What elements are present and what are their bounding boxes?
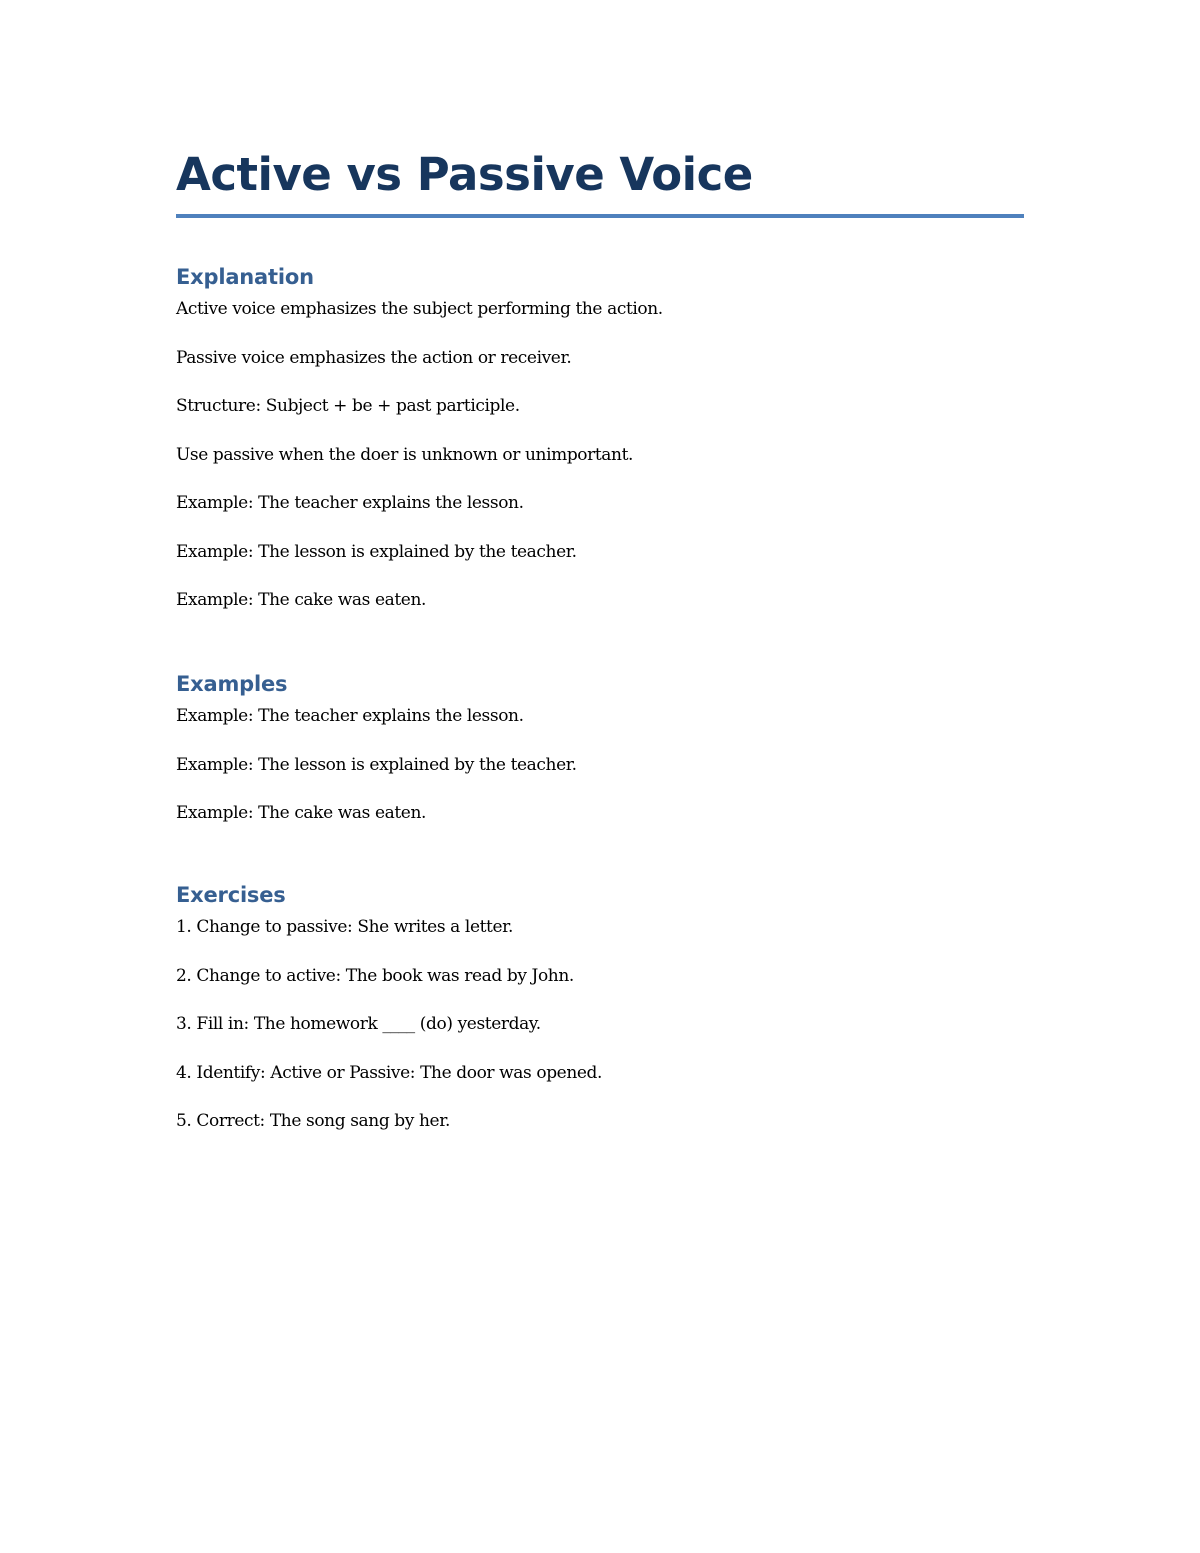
exercise-item: 3. Fill in: The homework ____ (do) yesterday. bbox=[176, 1014, 541, 1034]
exercise-item: 1. Change to passive: She writes a letter. bbox=[176, 917, 513, 937]
section-heading-exercises: Exercises bbox=[176, 883, 286, 907]
exercise-list bbox=[176, 915, 602, 1133]
exercise-item: 2. Change to active: The book was read by John. bbox=[176, 965, 574, 986]
page-title: Active vs Passive Voice bbox=[176, 148, 753, 201]
paragraph-list bbox=[176, 297, 663, 612]
document-page bbox=[176, 140, 1024, 1131]
section-examples bbox=[176, 670, 577, 825]
section-heading-examples: Examples bbox=[176, 672, 288, 696]
title-underline-rule bbox=[176, 214, 1024, 218]
paragraph: Example: The lesson is explained by the teacher. bbox=[176, 754, 577, 775]
paragraph: Example: The cake was eaten. bbox=[176, 803, 426, 823]
paragraph: Example: The lesson is explained by the teacher. bbox=[176, 541, 577, 562]
section-exercises bbox=[176, 881, 602, 1133]
exercise-item: 4. Identify: Active or Passive: The door was opened. bbox=[176, 1062, 603, 1083]
section-heading-explanation: Explanation bbox=[176, 265, 314, 289]
paragraph: Passive voice emphasizes the action or receiver. bbox=[176, 347, 572, 368]
paragraph: Structure: Subject + be + past participle. bbox=[176, 396, 520, 416]
paragraph: Example: The cake was eaten. bbox=[176, 590, 426, 610]
paragraph: Active voice emphasizes the subject performing the action. bbox=[176, 299, 663, 319]
paragraph: Use passive when the doer is unknown or unimportant. bbox=[176, 444, 634, 465]
section-explanation bbox=[176, 263, 663, 612]
paragraph: Example: The teacher explains the lesson. bbox=[176, 706, 524, 726]
exercise-item: 5. Correct: The song sang by her. bbox=[176, 1111, 451, 1131]
paragraph-list bbox=[176, 704, 577, 825]
paragraph: Example: The teacher explains the lesson. bbox=[176, 493, 524, 513]
